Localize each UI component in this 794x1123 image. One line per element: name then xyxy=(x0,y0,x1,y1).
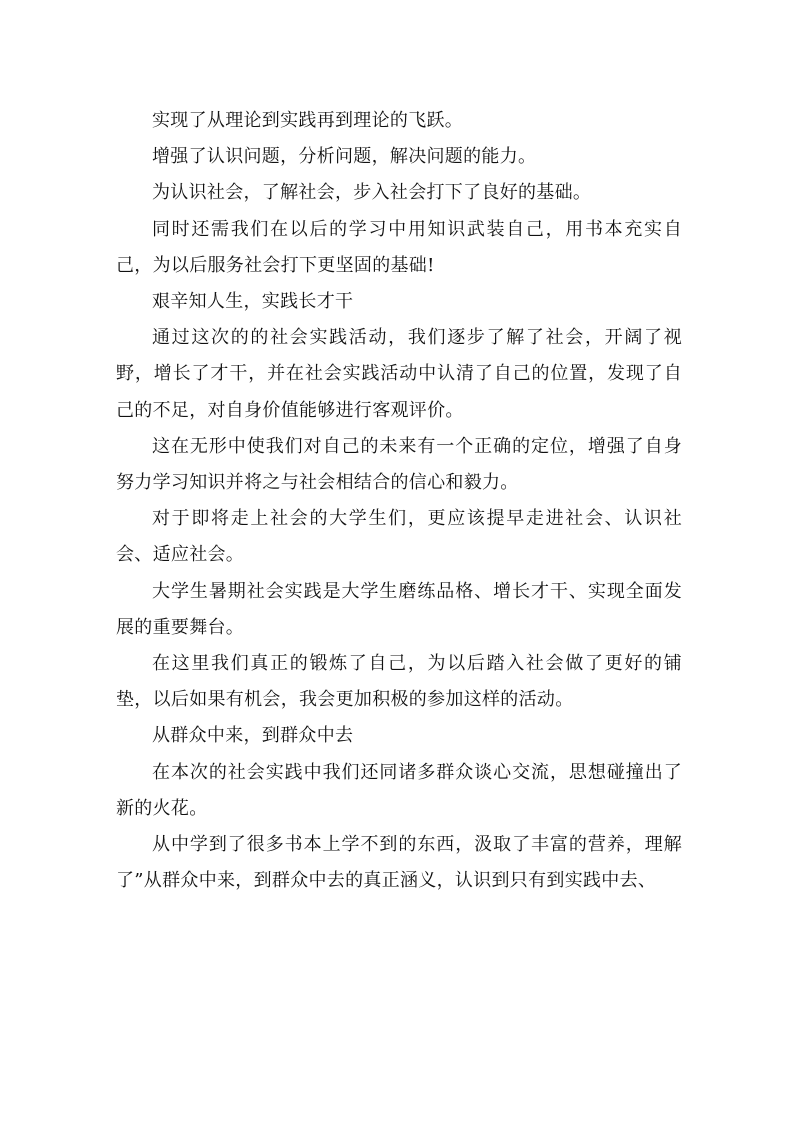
paragraph-8: 对于即将走上社会的大学生们，更应该提早走进社会、认识社会、适应社会。 xyxy=(116,508,682,566)
section-heading-masses: 从群众中来，到群众中去 xyxy=(152,725,354,747)
paragraph-6: 通过这次的的社会实践活动，我们逐步了解了社会，开阔了视野，增长了才干，并在社会实践活动中认清了自己的位置，发现了自己的不足，对自身价值能够进行客观评价。 xyxy=(116,327,682,421)
paragraph-10: 在这里我们真正的锻炼了自己，为以后踏入社会做了更好的铺垫，以后如果有机会，我会更加积极的参加这样的活动。 xyxy=(116,653,682,711)
paragraph-12: 在本次的社会实践中我们还同诸多群众谈心交流，思想碰撞出了新的火花。 xyxy=(116,761,682,819)
paragraph-2: 增强了认识问题，分析问题，解决问题的能力。 xyxy=(152,146,537,168)
section-heading-hardship: 艰辛知人生，实践长才干 xyxy=(152,291,354,313)
paragraph-4: 同时还需我们在以后的学习中用知识武装自己，用书本充实自己，为以后服务社会打下更坚固的基础! xyxy=(116,218,682,276)
paragraph-3: 为认识社会，了解社会，步入社会打下了良好的基础。 xyxy=(152,182,592,204)
document-body xyxy=(116,103,682,899)
paragraph-7: 这在无形中使我们对自己的未来有一个正确的定位，增强了自身努力学习知识并将之与社会相结合的信心和毅力。 xyxy=(116,435,682,494)
paragraph-13: 从中学到了很多书本上学不到的东西，汲取了丰富的营养，理解了”从群众中来，到群众中去的真正涵义，认识到只有到实践中去、 xyxy=(116,834,682,892)
paragraph-1: 实现了从理论到实践再到理论的飞跃。 xyxy=(152,110,464,131)
paragraph-9: 大学生暑期社会实践是大学生磨练品格、增长才干、实现全面发展的重要舞台。 xyxy=(116,580,682,638)
